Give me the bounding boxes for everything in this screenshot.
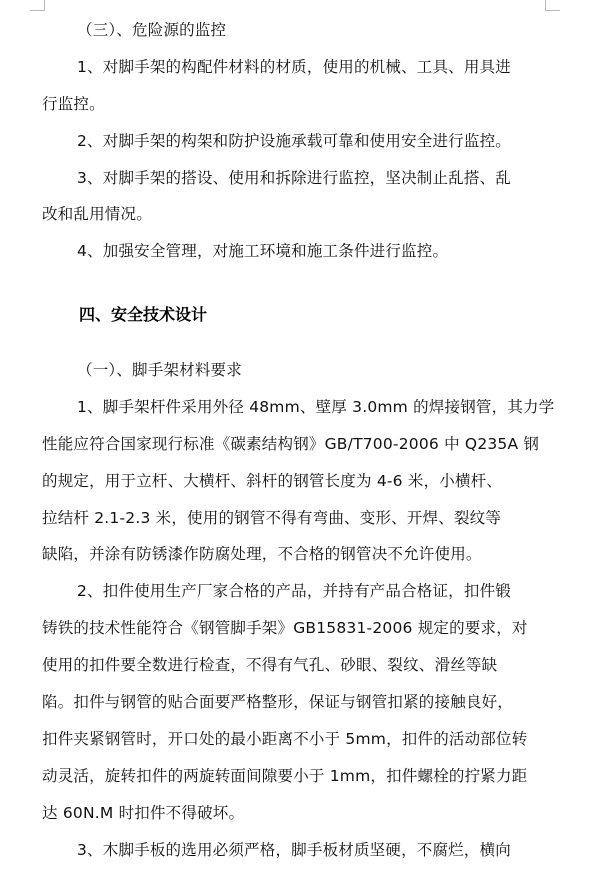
paragraph-line: 陷。扣件与钢管的贴合面要严格整形，保证与钢管扣紧的接触良好， (42, 693, 514, 712)
paragraph-line: 行监控。 (42, 94, 105, 113)
paragraph-line: 的规定，用于立杆、大横杆、斜杆的钢管长度为 4-6 米，小横杆、 (42, 471, 503, 490)
paragraph-line: 2、对脚手架的构架和防护设施承载可靠和使用安全进行监控。 (77, 131, 511, 150)
chapter-4-heading: 四、安全技术设计 (79, 305, 208, 324)
paragraph-line: 拉结杆 2.1-2.3 米，使用的钢管不得有弯曲、变形、开焊、裂纹等 (42, 508, 502, 527)
paragraph-line: 缺陷，并涂有防锈漆作防腐处理，不合格的钢管决不允许使用。 (42, 545, 482, 564)
paragraph-line: 铸铁的技术性能符合《钢管脚手架》GB15831-2006 规定的要求，对 (42, 619, 528, 638)
paragraph-line: 动灵活，旋转扣件的两旋转面间隙要小于 1mm，扣件螺栓的拧紧力距 (42, 766, 528, 785)
section-3-title: （三）、危险源的监控 (77, 21, 227, 39)
paragraph-line: 2、扣件使用生产厂家合格的产品，并持有产品合格证，扣件锻 (77, 582, 511, 601)
paragraph-line: 3、对脚手架的搭设、使用和拆除进行监控，坚决制止乱搭、乱 (77, 168, 511, 187)
paragraph-line: 1、对脚手架的构配件材料的材质，使用的机械、工具、用具进 (77, 57, 511, 76)
page-corner-mark-left (30, 0, 45, 11)
paragraph-line: 扣件夹紧钢管时，开口处的最小距离不小于 5mm，扣件的活动部位转 (42, 729, 528, 748)
paragraph-line: 性能应符合国家现行标准《碳素结构钢》GB/T700-2006 中 Q235A 钢 (42, 434, 540, 453)
section-3-block (42, 12, 542, 270)
paragraph-line: 3、木脚手板的选用必须严格，脚手板材质坚硬，不腐烂，横向 (77, 840, 511, 859)
subsection-1-title: （一）、脚手架材料要求 (77, 361, 242, 379)
paragraph-line: 1、脚手架杆件采用外径 48mm、壁厚 3.0mm 的焊接钢管，其力学 (77, 397, 555, 416)
page-corner-mark-right (545, 0, 560, 11)
paragraph-line: 4、加强安全管理，对施工环境和施工条件进行监控。 (77, 242, 449, 261)
paragraph-line: 改和乱用情况。 (42, 205, 152, 224)
subsection-1-block (42, 352, 555, 868)
paragraph-line: 达 60N.M 时扣件不得破坏。 (42, 803, 245, 822)
paragraph-line: 使用的扣件要全数进行检查，不得有气孔、砂眼、裂纹、滑丝等缺 (42, 656, 498, 675)
